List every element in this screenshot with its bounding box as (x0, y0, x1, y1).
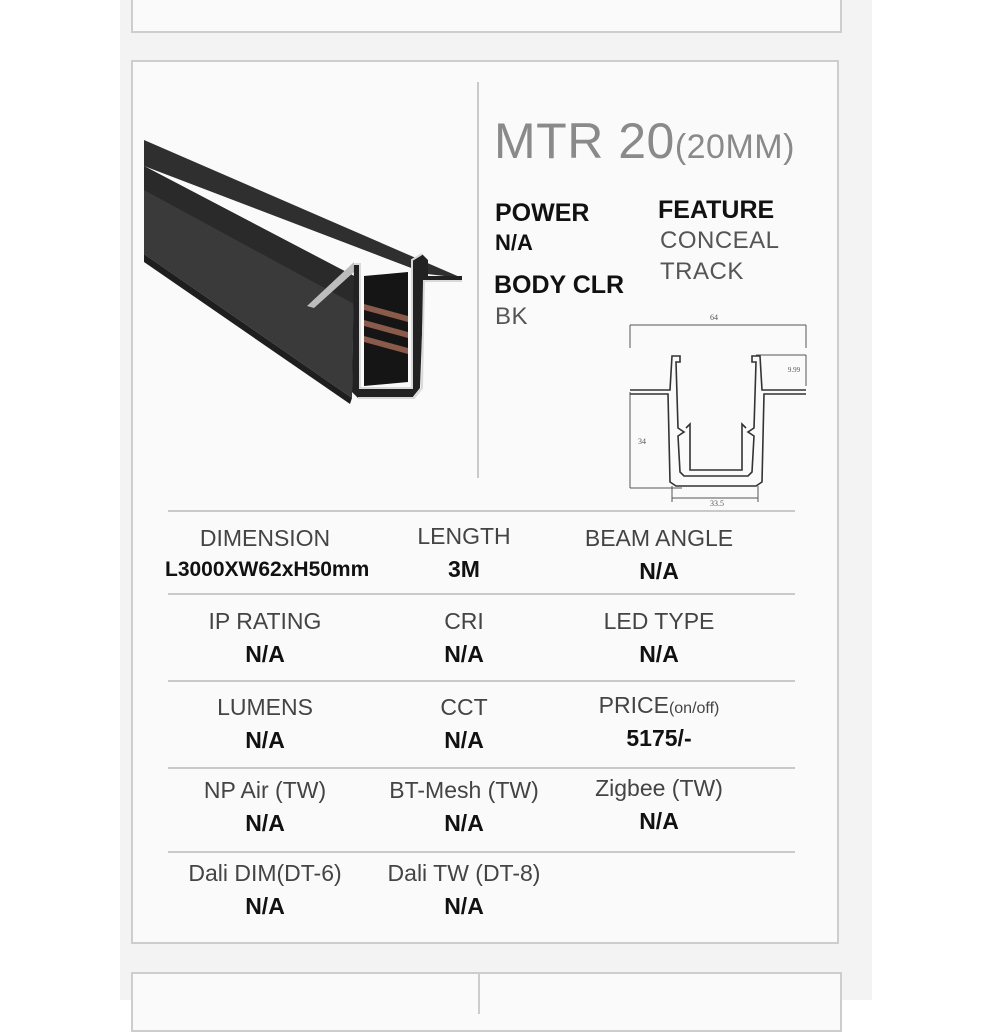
spec-dimension (165, 525, 370, 582)
spec-led-type (559, 608, 759, 668)
spec-length-label: LENGTH (417, 523, 511, 549)
spec-np-air (165, 777, 365, 837)
table-divider-4 (168, 767, 795, 769)
spec-zigbee (559, 775, 759, 835)
spec-cri-value: N/A (444, 641, 484, 667)
spec-ip-rating-value: N/A (245, 641, 285, 667)
spec-dali-tw-value: N/A (444, 893, 484, 919)
profile-outline (630, 356, 806, 486)
spec-cct-value: N/A (444, 727, 484, 753)
power-value: N/A (495, 230, 533, 255)
spec-ip-rating-label: IP RATING (208, 608, 322, 634)
spec-beam-angle-value: N/A (639, 558, 679, 584)
spec-ip-rating (165, 608, 365, 668)
spec-cri-label: CRI (444, 608, 484, 634)
spec-lumens-value: N/A (245, 727, 285, 753)
body-clr-label: BODY CLR (494, 271, 625, 299)
spec-led-type-label: LED TYPE (603, 608, 715, 634)
product-title (494, 112, 795, 170)
spec-price-label: PRICE (598, 692, 669, 718)
body-clr-value: BK (495, 303, 529, 330)
spec-zigbee-value: N/A (639, 808, 679, 834)
spec-length-value: 3M (448, 556, 480, 582)
technical-drawing (622, 310, 812, 510)
spec-np-air-value: N/A (245, 810, 285, 836)
table-divider-3 (168, 680, 795, 682)
table-divider-2 (168, 593, 795, 595)
spec-bt-mesh (364, 777, 564, 837)
spec-dimension-label: DIMENSION (199, 525, 331, 551)
spec-length (364, 523, 564, 583)
spec-dali-dim-value: N/A (245, 893, 285, 919)
spec-zigbee-label: Zigbee (TW) (595, 775, 723, 801)
spec-cct-label: CCT (440, 694, 488, 720)
spec-lumens-label: LUMENS (217, 694, 313, 720)
product-title-main: MTR 20 (494, 113, 675, 169)
table-divider-1 (168, 510, 795, 512)
bottom-width-dimension-label: 33.5 (710, 499, 724, 508)
track-profile-image (142, 136, 472, 408)
spec-dali-tw (364, 860, 564, 920)
spec-lumens (165, 694, 365, 754)
spec-dali-dim-label: Dali DIM(DT-6) (188, 860, 342, 886)
feature-value-line2: TRACK (660, 258, 744, 285)
spec-cct (364, 694, 564, 754)
spec-price (559, 692, 759, 752)
spec-np-air-label: NP Air (TW) (203, 777, 327, 803)
table-divider-5 (168, 851, 795, 853)
feature-label: FEATURE (658, 196, 775, 224)
product-title-size: (20MM) (674, 128, 795, 166)
spec-beam-angle-label: BEAM ANGLE (584, 525, 734, 551)
spec-dali-tw-label: Dali TW (DT-8) (387, 860, 541, 886)
spec-led-type-value: N/A (639, 641, 679, 667)
spec-dimension-value: L3000XW62xH50mm (165, 558, 370, 581)
spec-bt-mesh-label: BT-Mesh (TW) (389, 777, 539, 803)
previous-product-card (131, 0, 842, 33)
next-product-card (131, 972, 842, 1032)
top-height-dimension-label: 9.99 (787, 366, 801, 374)
spec-cri (364, 608, 564, 668)
feature-value-line1: CONCEAL (660, 227, 780, 254)
vertical-divider (477, 82, 479, 478)
spec-beam-angle (559, 525, 759, 585)
spec-dali-dim (165, 860, 365, 920)
width-dimension-label: 64 (710, 313, 718, 322)
power-label: POWER (495, 199, 590, 227)
next-card-divider (478, 974, 480, 1014)
spec-price-label-suffix: (on/off) (668, 700, 720, 717)
height-dimension-label: 34 (638, 437, 646, 446)
spec-bt-mesh-value: N/A (444, 810, 484, 836)
spec-price-value: 5175/- (626, 725, 692, 751)
